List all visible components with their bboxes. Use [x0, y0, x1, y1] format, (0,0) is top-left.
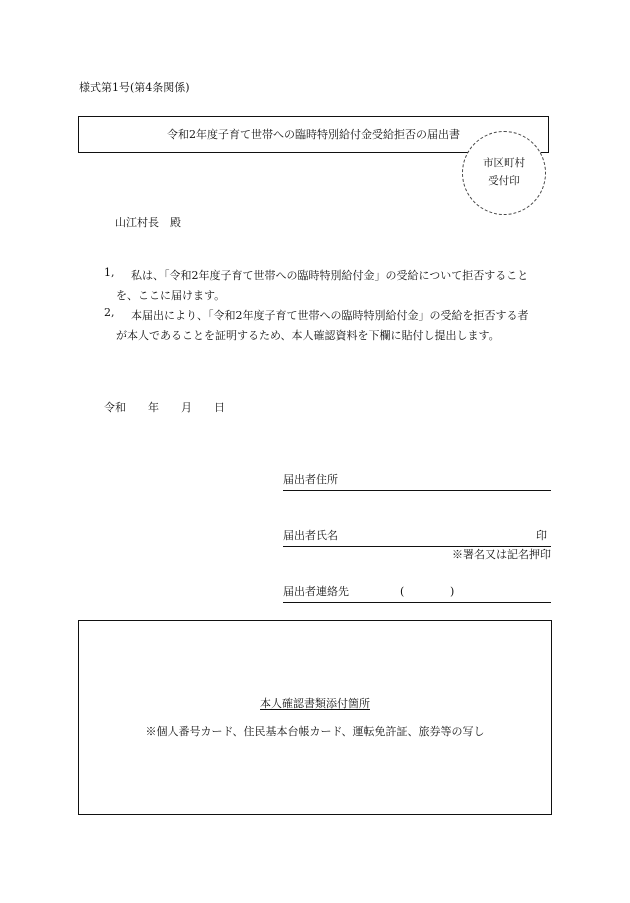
seal-mark: 印	[536, 529, 547, 542]
address-field[interactable]	[283, 472, 551, 491]
contact-field[interactable]	[283, 584, 551, 603]
item-number: 1,	[104, 266, 115, 279]
address-label: 届出者住所	[283, 473, 338, 486]
item-number: 2,	[104, 306, 115, 319]
contact-label: 届出者連絡先	[283, 585, 349, 598]
item-text: 私は、「令和2年度子育て世帯への臨時特別給付金」の受給について拒否することを、ここに届けます。	[116, 269, 529, 302]
area-code-open-paren: (	[400, 585, 405, 598]
id-section-title-wrap	[79, 697, 551, 712]
date-month: 月	[181, 401, 192, 414]
date-era: 令和	[104, 401, 126, 414]
signature-note: ※署名又は記名押印	[452, 548, 551, 561]
form-number: 様式第1号(第4条関係)	[79, 81, 190, 94]
id-section-title: 本人確認書類添付箇所	[260, 697, 370, 710]
document-title: 令和2年度子育て世帯への臨時特別給付金受給拒否の届出書	[167, 128, 460, 141]
date-day: 日	[214, 401, 225, 414]
date-line	[104, 401, 225, 416]
name-field[interactable]	[283, 528, 551, 547]
id-document-attachment-box[interactable]	[78, 620, 552, 815]
date-year: 年	[148, 401, 159, 414]
stamp-label-reception: 受付印	[488, 175, 520, 187]
item-text: 本届出により、「令和2年度子育て世帯への臨時特別給付金」の受給を拒否する者が本人であることを証明するため、本人確認資料を下欄に貼付し提出します。	[116, 309, 529, 342]
addressee: 山江村長 殿	[115, 216, 181, 229]
reception-stamp-area	[462, 131, 546, 215]
name-label: 届出者氏名	[283, 529, 338, 542]
id-section-note: ※個人番号カード、住民基本台帳カード、運転免許証、旅券等の写し	[145, 725, 485, 738]
area-code-close-paren: )	[450, 585, 455, 598]
stamp-label-municipality: 市区町村	[483, 157, 525, 169]
